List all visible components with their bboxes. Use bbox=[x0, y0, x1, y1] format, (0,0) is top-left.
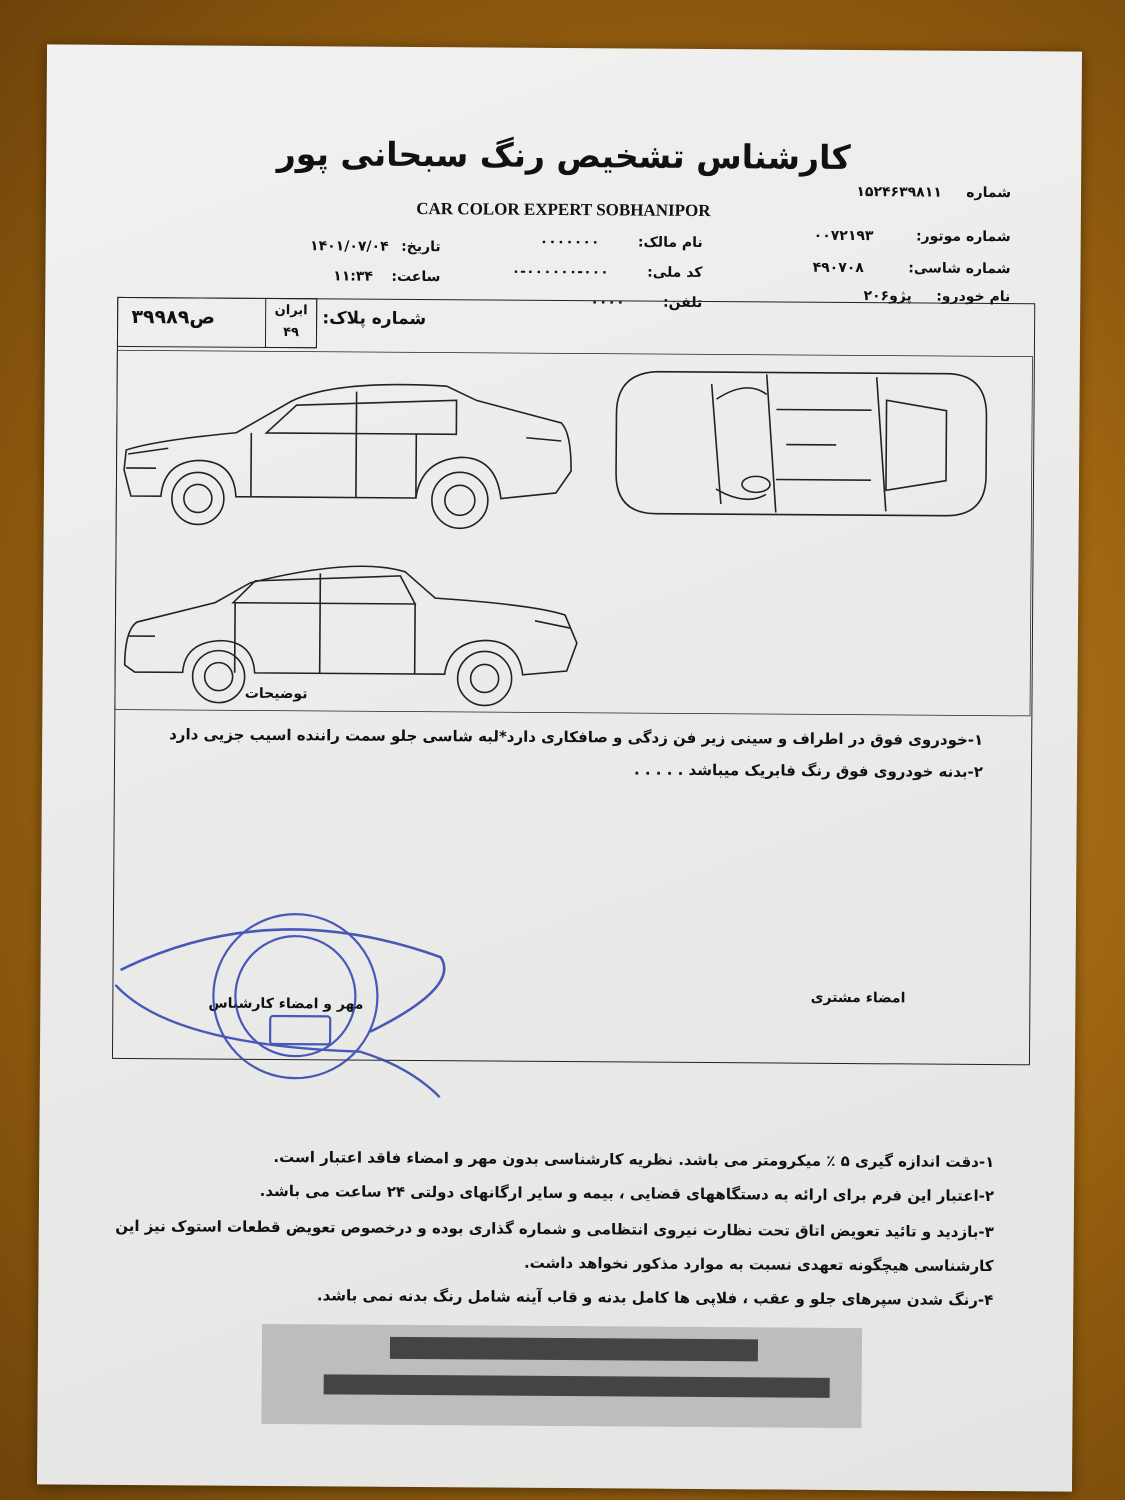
national-code-row bbox=[512, 264, 703, 281]
form-title: کارشناس تشخیص رنگ سبحانی پور bbox=[276, 134, 851, 178]
date-label: تاریخ: bbox=[401, 238, 441, 256]
chassis-row bbox=[813, 260, 1011, 277]
date-row bbox=[310, 238, 441, 255]
owner-row bbox=[540, 234, 703, 251]
engine-value: ۰۰۷۲۱۹۳ bbox=[813, 227, 874, 245]
redacted-block bbox=[261, 1324, 862, 1428]
form-subtitle: CAR COLOR EXPERT SOBHANIPOR bbox=[416, 198, 711, 221]
car-diagram bbox=[114, 350, 1032, 716]
owner-label: نام مالک: bbox=[637, 234, 703, 251]
engine-row bbox=[814, 228, 1011, 245]
customer-signature-label: امضاء مشتری bbox=[810, 989, 906, 1007]
redaction-bar-2 bbox=[324, 1374, 830, 1398]
footer-line-3a: ۳-بازدید و تائید تعویض اتاق تحت نظارت نیروی انتظامی و شماره گذاری بوده و درخصوص تعویض قطعات استوک نیز این bbox=[115, 1216, 994, 1242]
national-code-label: کد ملی: bbox=[647, 264, 703, 281]
owner-value: ۰۰۰۰۰۰۰ bbox=[539, 233, 600, 251]
car-side-left-icon bbox=[124, 383, 572, 529]
phone-value: ۰۰۰۰ bbox=[590, 294, 625, 311]
date-value: ۱۴۰۱/۰۷/۰۴ bbox=[310, 238, 389, 255]
footer-line-2: ۲-اعتبار این فرم برای ارائه به دستگاههای قضایی ، بیمه و سایر ارگانهای دولتی ۲۴ ساعت می باشد. bbox=[259, 1181, 995, 1206]
plate-label: شماره پلاک: bbox=[322, 308, 427, 330]
car-side-right-icon bbox=[124, 565, 577, 707]
inspection-form bbox=[37, 44, 1082, 1491]
plate-country: ایران bbox=[274, 303, 308, 319]
footer-line-4: ۴-رنگ شدن سپرهای جلو و عقب ، فلاپی ها کامل بدنه و قاب آینه شامل رنگ بدنه نمی باشد. bbox=[316, 1286, 994, 1310]
time-label: ساعت: bbox=[391, 268, 441, 286]
expert-signature-label: مهر و امضاء کارشناس bbox=[208, 995, 364, 1013]
note-1: ۱-خودروی فوق در اطراف و سینی زیر فن زدگی و صافکاری دارد*لبه شاسی جلو سمت راننده اسیب جزیی دارد bbox=[169, 725, 984, 749]
national-code-value: ۰۰۰-۰۰۰۰۰۰-۰ bbox=[511, 263, 609, 281]
car-value: پژو۲۰۶ bbox=[863, 288, 912, 305]
serial-row bbox=[856, 184, 1011, 201]
chassis-value: ۴۹۰۷۰۸ bbox=[812, 259, 864, 277]
notes-title: توضیحات bbox=[244, 685, 308, 703]
car-label: نام خودرو: bbox=[936, 288, 1011, 306]
plate-number: ۳۹۹ص۸۹ bbox=[131, 306, 215, 329]
time-value: ۱۱:۳۴ bbox=[333, 268, 374, 285]
footer-line-1: ۱-دقت اندازه گیری ۵ ٪ میکرومتر می باشد. نظریه کارشناسی بدون مهر و امضاء فاقد اعتبار است. bbox=[273, 1148, 995, 1172]
plate-region: ۴۹ bbox=[283, 325, 300, 341]
footer-line-3b: کارشناسی هیچگونه تعهدی نسبت به موارد مذکور نخواهد داشت. bbox=[523, 1253, 994, 1276]
redaction-bar-1 bbox=[390, 1337, 758, 1362]
car-top-view-icon bbox=[616, 371, 987, 516]
time-row bbox=[333, 268, 440, 285]
serial-value: ۱۵۲۴۶۳۹۸۱۱ bbox=[856, 184, 942, 201]
chassis-label: شماره شاسی: bbox=[908, 260, 1011, 278]
note-2: ۲-بدنه خودروی فوق رنگ فابریک میباشد . . . . . bbox=[633, 760, 984, 781]
expert-stamp-icon bbox=[109, 895, 471, 1128]
serial-label: شماره bbox=[966, 184, 1012, 202]
engine-label: شماره موتور: bbox=[915, 228, 1011, 246]
phone-label: تلفن: bbox=[662, 294, 703, 311]
